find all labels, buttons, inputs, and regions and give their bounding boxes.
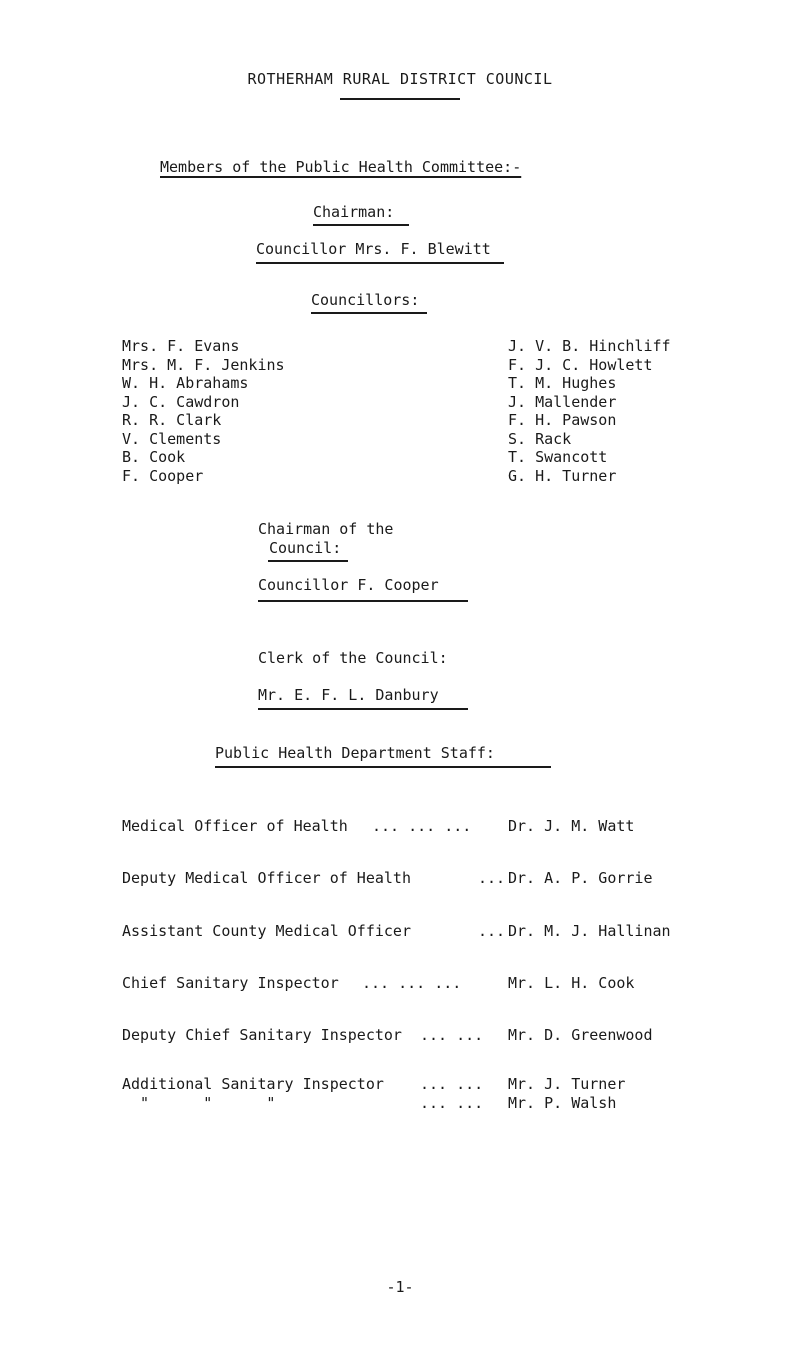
staff-role: Additional Sanitary Inspector (122, 1075, 384, 1093)
council-chairman-name: Councillor F. Cooper (258, 576, 439, 594)
councillors-left-list (122, 337, 285, 485)
councillor-name: F. Cooper (122, 466, 204, 485)
page-number: -1- (386, 1278, 414, 1296)
councillor-name: F. J. C. Howlett (508, 355, 653, 374)
councillor-name: S. Rack (508, 429, 572, 448)
councillor-name: R. R. Clark (122, 411, 222, 429)
staff-name: Dr. M. J. Hallinan (508, 922, 671, 940)
staff-role: Assistant County Medical Officer (122, 922, 411, 940)
staff-role: Deputy Chief Sanitary Inspector (122, 1026, 402, 1044)
staff-heading-rule (215, 766, 551, 768)
staff-row (122, 869, 782, 889)
councillor-name: J. V. B. Hinchliff (508, 337, 671, 355)
staff-row (122, 922, 782, 942)
leader-dots: ... ... (420, 1026, 484, 1044)
chairman-name: Councillor Mrs. F. Blewitt (256, 240, 491, 258)
header-rule (340, 98, 460, 100)
staff-name: Mr. J. Turner (508, 1075, 626, 1093)
committee-title: Members of the Public Health Committee:- (160, 158, 522, 176)
councillors-heading: Councillors: (311, 291, 420, 309)
councillor-name: J. C. Cawdron (122, 392, 240, 411)
council-chairman-heading-line2: Council: (269, 539, 342, 557)
councillors-right-list (508, 337, 671, 485)
staff-role: Chief Sanitary Inspector (122, 974, 339, 992)
council-name: ROTHERHAM RURAL DISTRICT COUNCIL (247, 70, 553, 88)
staff-role: Medical Officer of Health (122, 817, 348, 835)
leader-dots: ... (478, 922, 506, 940)
councillor-name: T. M. Hughes (508, 374, 617, 392)
council-chairman-heading-line1: Chairman of the (258, 520, 394, 538)
staff-role: Deputy Medical Officer of Health (122, 869, 411, 887)
staff-name: Dr. A. P. Gorrie (508, 869, 653, 887)
staff-heading: Public Health Department Staff: (215, 744, 495, 762)
leader-dots: ... ... ... (362, 974, 462, 992)
clerk-name-rule (258, 708, 468, 710)
councillor-name: V. Clements (122, 429, 222, 448)
staff-role-ditto: " " " (140, 1094, 276, 1112)
staff-name: Dr. J. M. Watt (508, 817, 635, 835)
councillor-name: T. Swancott (508, 448, 608, 466)
chairman-name-rule (256, 262, 504, 264)
staff-row (122, 1094, 782, 1114)
staff-row (122, 1026, 782, 1046)
leader-dots: ... (478, 869, 506, 887)
chairman-heading: Chairman: (313, 203, 395, 221)
leader-dots: ... ... (420, 1094, 484, 1112)
staff-name: Mr. L. H. Cook (508, 974, 635, 992)
councillor-name: Mrs. M. F. Jenkins (122, 355, 285, 374)
councillor-name: F. H. Pawson (508, 411, 617, 429)
leader-dots: ... ... (420, 1075, 484, 1093)
councillor-name: B. Cook (122, 448, 186, 466)
council-chairman-name-rule (258, 600, 468, 602)
staff-name: Mr. D. Greenwood (508, 1026, 653, 1044)
leader-dots: ... ... ... (372, 817, 472, 835)
councillor-name: G. H. Turner (508, 466, 617, 485)
staff-row (122, 817, 782, 837)
staff-row (122, 1075, 782, 1095)
councillor-name: J. Mallender (508, 392, 617, 411)
councillor-name: W. H. Abrahams (122, 374, 249, 392)
councillor-name: Mrs. F. Evans (122, 337, 240, 355)
clerk-name: Mr. E. F. L. Danbury (258, 686, 439, 704)
staff-row (122, 974, 782, 994)
council-chairman-heading-rule (268, 560, 348, 562)
councillors-heading-rule (311, 312, 427, 314)
staff-name: Mr. P. Walsh (508, 1094, 617, 1112)
chairman-heading-rule (313, 224, 409, 226)
clerk-heading: Clerk of the Council: (258, 649, 448, 667)
